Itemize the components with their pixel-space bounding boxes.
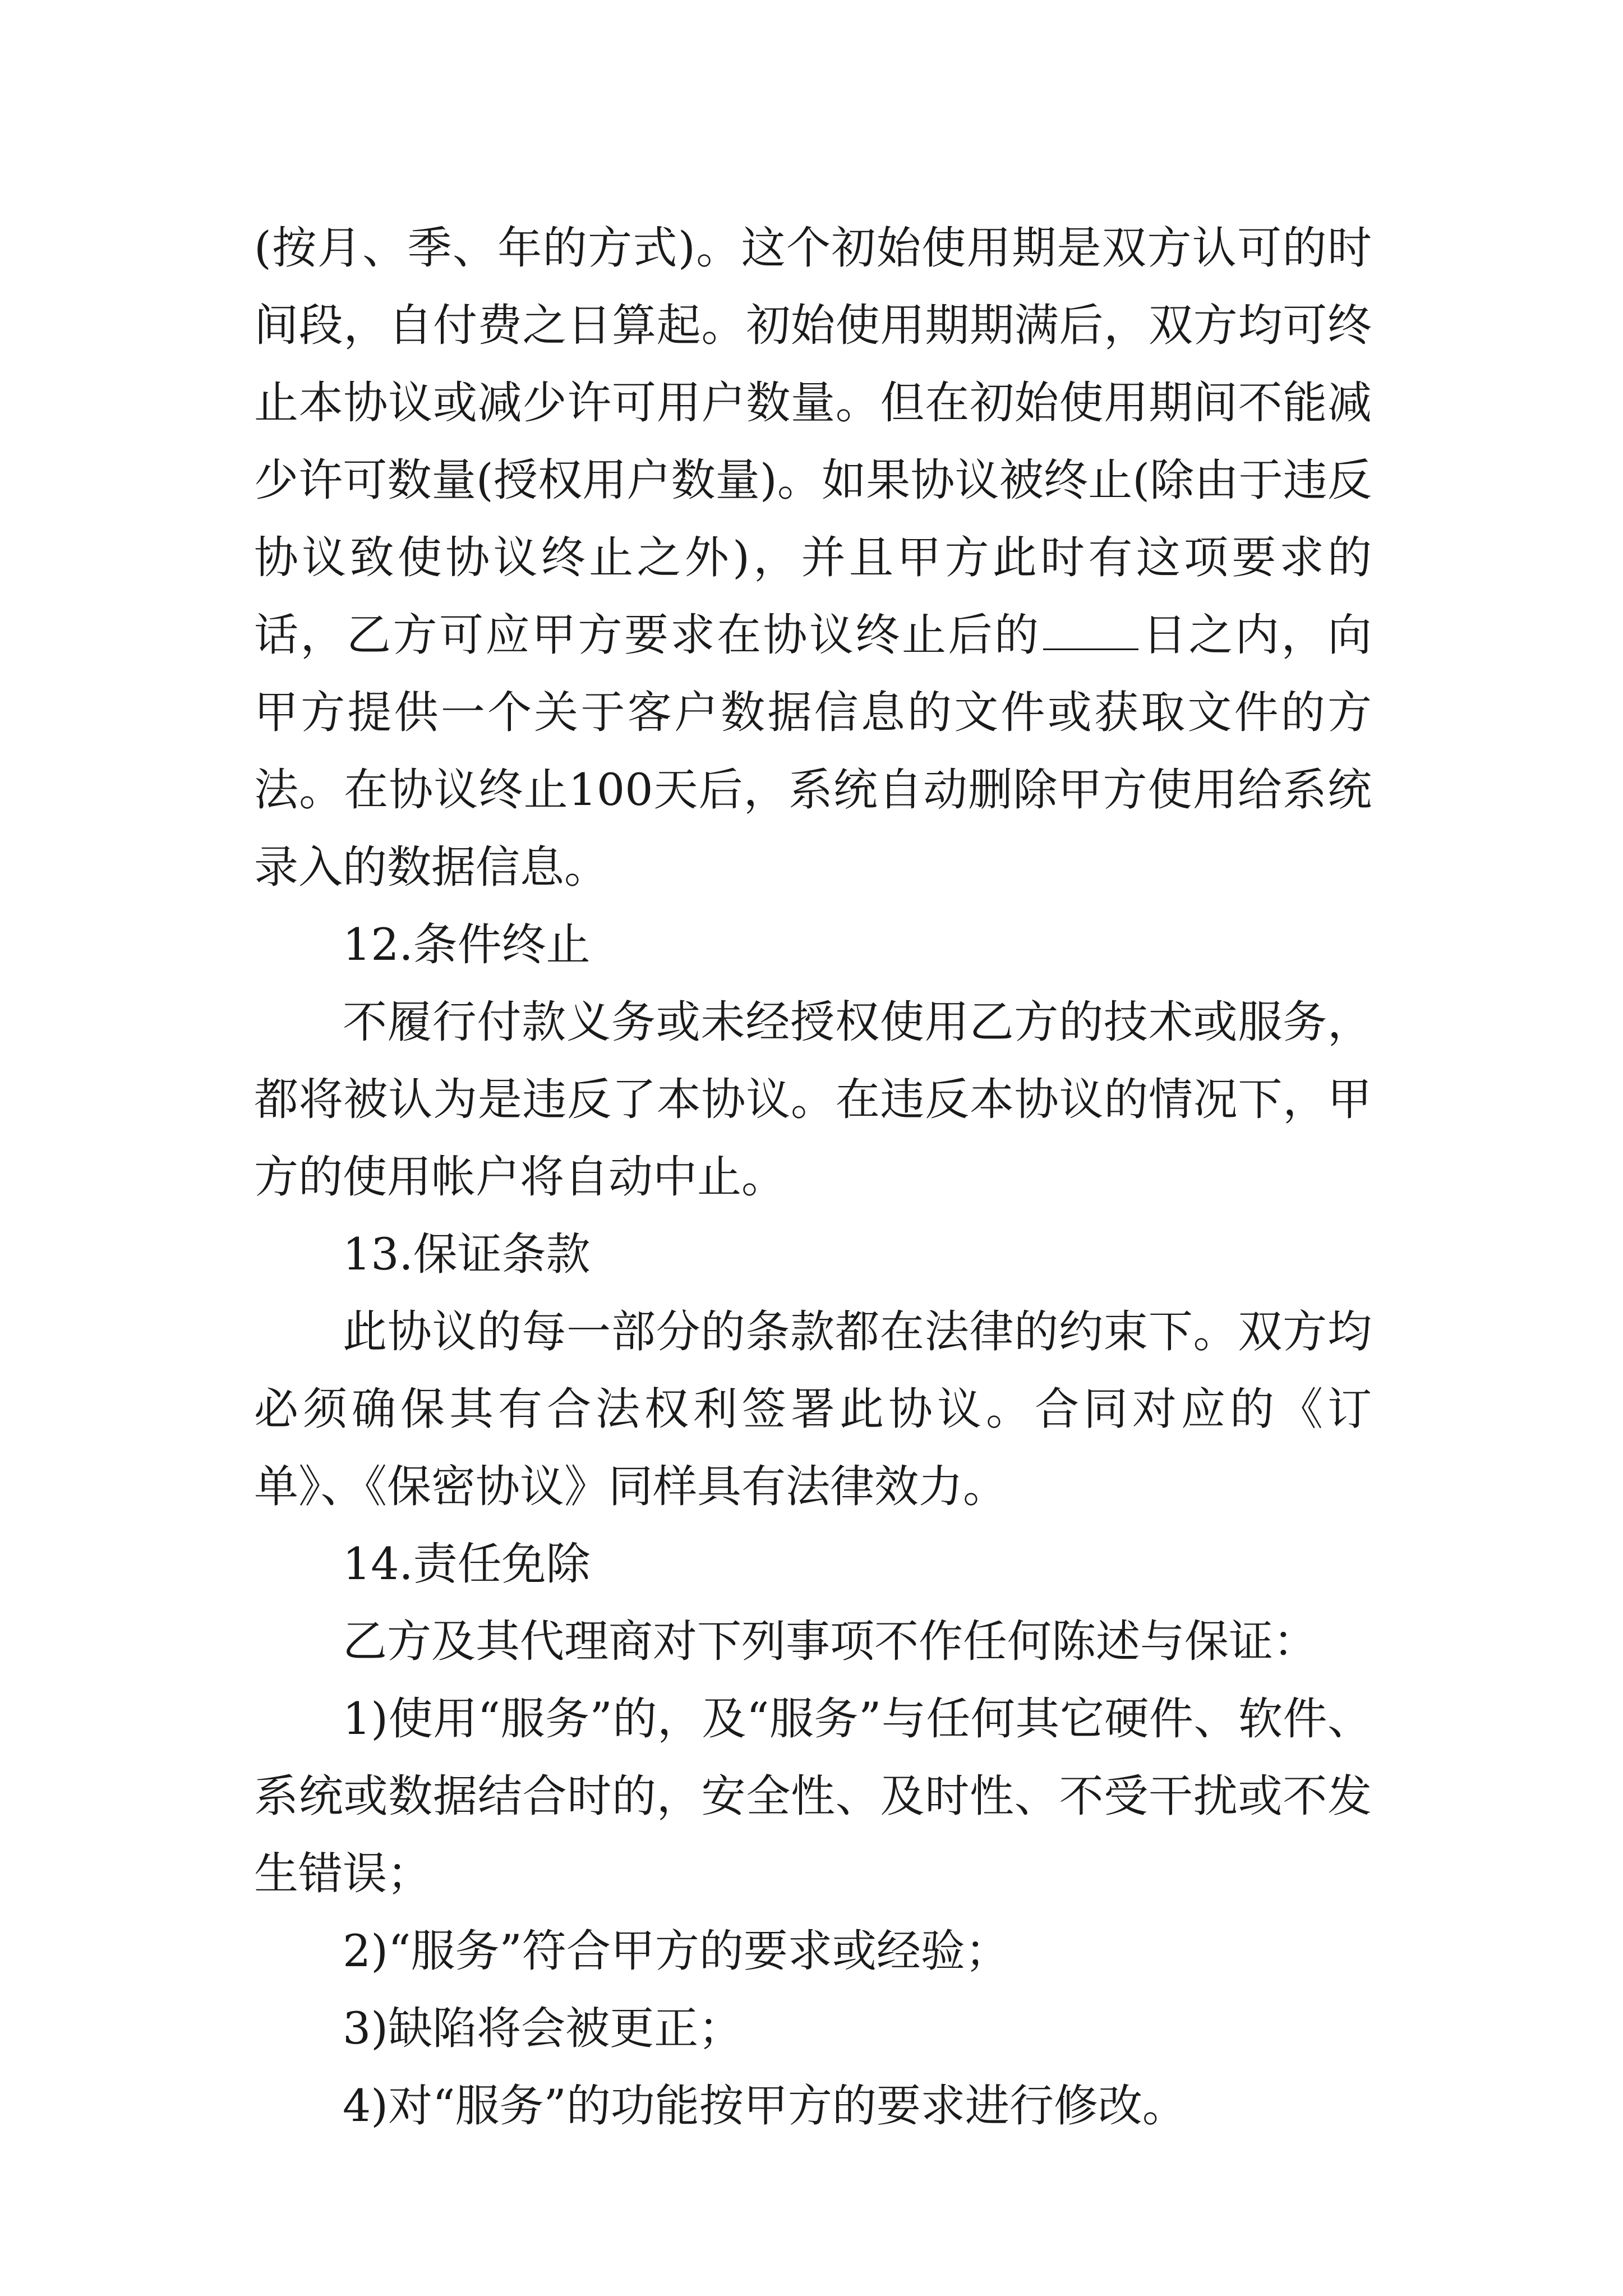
continuation-paragraph: [254, 209, 1372, 906]
section-13-heading: 13.保证条款: [343, 1228, 591, 1280]
section-14-item-4: 4)对“服务”的功能按甲方的要求进行修改。: [343, 2080, 1187, 2132]
days-blank-line: [1043, 615, 1138, 650]
section-14-heading: 14.责任免除: [343, 1538, 591, 1590]
continuation-text-before-blank: (按月、季、年的方式)。这个初始使用期是双方认可的时间段，自付费之日算起。初始使用期期满后，双方均可终止本协议或减少许可用户数量。但在初始使用期间不能减少许可数量(授权用户数量)。如果协议被终止(除由于违反协议致使协议终止之外)，并且甲方此时有这项要求的话，乙方可应甲方要求在协议终止后的: [254, 222, 1372, 661]
document-page: [254, 209, 1372, 2145]
section-14-item-2: 2)“服务”符合甲方的要求或经验；: [343, 1925, 1009, 1977]
continuation-text-after-blank: 日之内，向甲方提供一个关于客户数据信息的文件或获取文件的方法。在协议终止100天后，系统自动删除甲方使用给系统录入的数据信息。: [254, 609, 1372, 893]
section-12-body: 不履行付款义务或未经授权使用乙方的技术或服务，都将被认为是违反了本协议。在违反本协议的情况下，甲方的使用帐户将自动中止。: [254, 996, 1372, 1203]
section-14-item-1: 1)使用“服务”的，及“服务”与任何其它硬件、软件、系统或数据结合时的，安全性、及时性、不受干扰或不发生错误；: [254, 1693, 1372, 1899]
section-13-body: 此协议的每一部分的条款都在法律的约束下。双方均必须确保其有合法权利签署此协议。合同对应的《订单》、《保密协议》同样具有法律效力。: [254, 1306, 1372, 1512]
section-14-intro: 乙方及其代理商对下列事项不作任何陈述与保证：: [343, 1616, 1317, 1667]
section-14-item-3: 3)缺陷将会被更正；: [343, 2003, 743, 2054]
section-12-heading: 12.条件终止: [343, 919, 591, 970]
